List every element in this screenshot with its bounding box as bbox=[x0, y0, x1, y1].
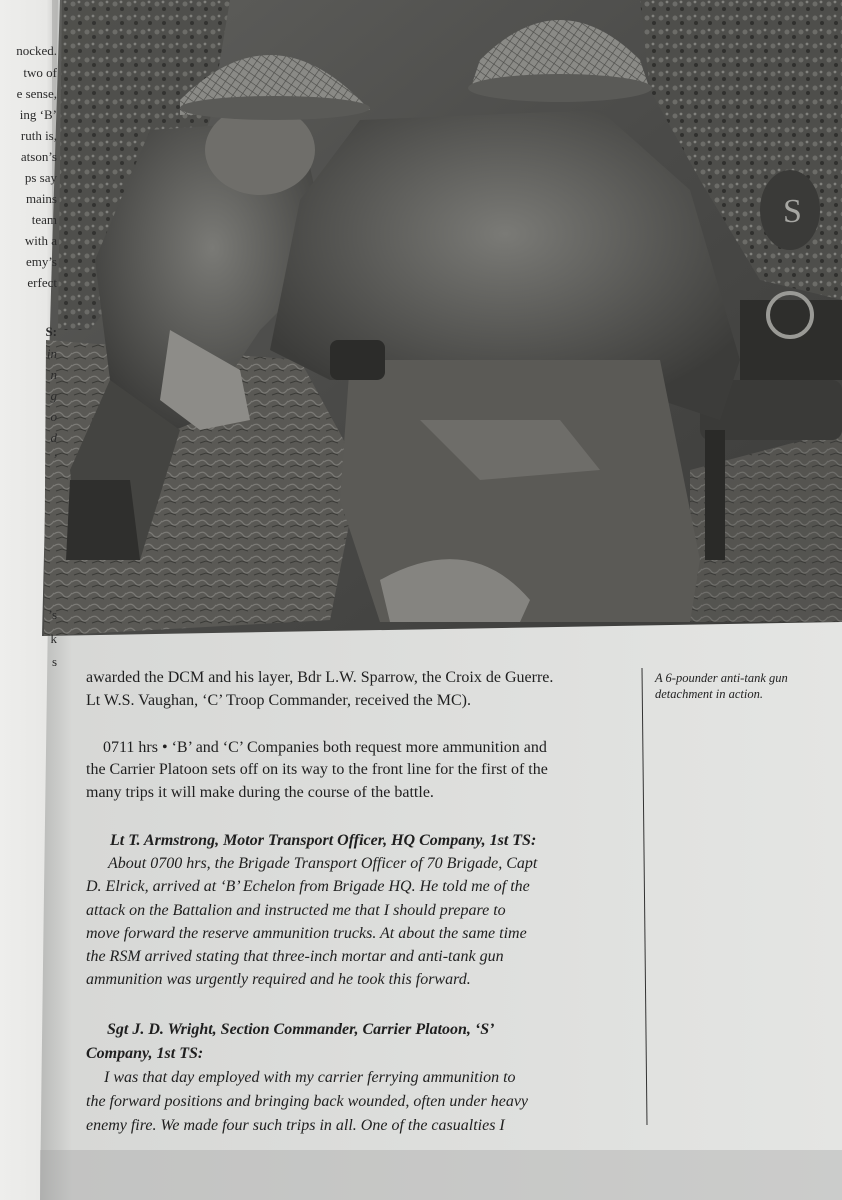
wright-line: the forward positions and bringing back wounded, often under heavy bbox=[86, 1093, 529, 1110]
left-fragment: with a bbox=[24, 233, 57, 248]
left-fragment: e sense, bbox=[16, 86, 57, 101]
left-fragment: ’ bbox=[52, 451, 57, 466]
left-fragment: ruth is, bbox=[20, 128, 57, 143]
wright-line: I was that day employed with my carrier ferrying ammunition to bbox=[104, 1069, 516, 1086]
left-fragment: d bbox=[50, 430, 57, 445]
caption-line: A 6-pounder anti-tank gun bbox=[655, 671, 788, 685]
left-fragment: erfect bbox=[27, 275, 57, 290]
left-fragment: ing ‘B’ bbox=[19, 107, 57, 122]
left-fragment: S: bbox=[45, 324, 57, 339]
caption-line: detachment in action. bbox=[655, 687, 763, 701]
wright-line: enemy fire. We made four such trips in all. One of the casualties I bbox=[86, 1117, 505, 1134]
left-fragment: ’s bbox=[48, 607, 57, 622]
soldiers-photo-icon bbox=[42, 0, 842, 636]
left-fragment: mains bbox=[25, 191, 57, 206]
armstrong-line: ammunition was urgently required and he took this forward. bbox=[86, 971, 471, 988]
left-fragment: in bbox=[46, 346, 57, 361]
left-fragment: n bbox=[50, 367, 57, 382]
left-fragment: nocked. bbox=[16, 43, 57, 58]
entry-line: many trips it will make during the course of the battle. bbox=[86, 784, 434, 801]
left-fragment: s bbox=[51, 654, 57, 669]
award-line: awarded the DCM and his layer, Bdr L.W. Sparrow, the Croix de Guerre. bbox=[86, 669, 554, 686]
left-fragment: team bbox=[31, 212, 57, 227]
left-fragment: two of bbox=[23, 65, 57, 80]
armstrong-line: attack on the Battalion and instructed me that I should prepare to bbox=[86, 902, 506, 919]
armstrong-heading: Lt T. Armstrong, Motor Transport Officer, HQ Company, 1st TS: bbox=[110, 832, 537, 849]
armstrong-line: About 0700 hrs, the Brigade Transport Officer of 70 Brigade, Capt bbox=[108, 855, 538, 872]
entry-line: the Carrier Platoon sets off on its way to the front line for the first of the bbox=[86, 761, 548, 778]
left-fragment: o bbox=[50, 409, 57, 424]
svg-text:S: S bbox=[783, 193, 802, 230]
armstrong-line: the RSM arrived stating that three-inch mortar and anti-tank gun bbox=[86, 948, 504, 965]
armstrong-line: move forward the reserve ammunition trucks. At about the same time bbox=[86, 925, 527, 942]
left-fragment: k bbox=[50, 631, 57, 646]
armstrong-line: D. Elrick, arrived at ‘B’ Echelon from Brigade HQ. He told me of the bbox=[86, 878, 530, 895]
left-fragment: emy’s bbox=[25, 254, 57, 269]
left-fragment: atson’s bbox=[20, 149, 57, 164]
wright-heading: Company, 1st TS: bbox=[86, 1045, 204, 1062]
left-fragment: ps say bbox=[24, 170, 57, 185]
wright-heading: Sgt J. D. Wright, Section Commander, Carrier Platoon, ‘S’ bbox=[107, 1021, 495, 1038]
award-line: Lt W.S. Vaughan, ‘C’ Troop Commander, received the MC). bbox=[86, 692, 471, 709]
entry-line: 0711 hrs • ‘B’ and ‘C’ Companies both request more ammunition and bbox=[103, 739, 547, 756]
left-fragment: g bbox=[50, 388, 57, 403]
